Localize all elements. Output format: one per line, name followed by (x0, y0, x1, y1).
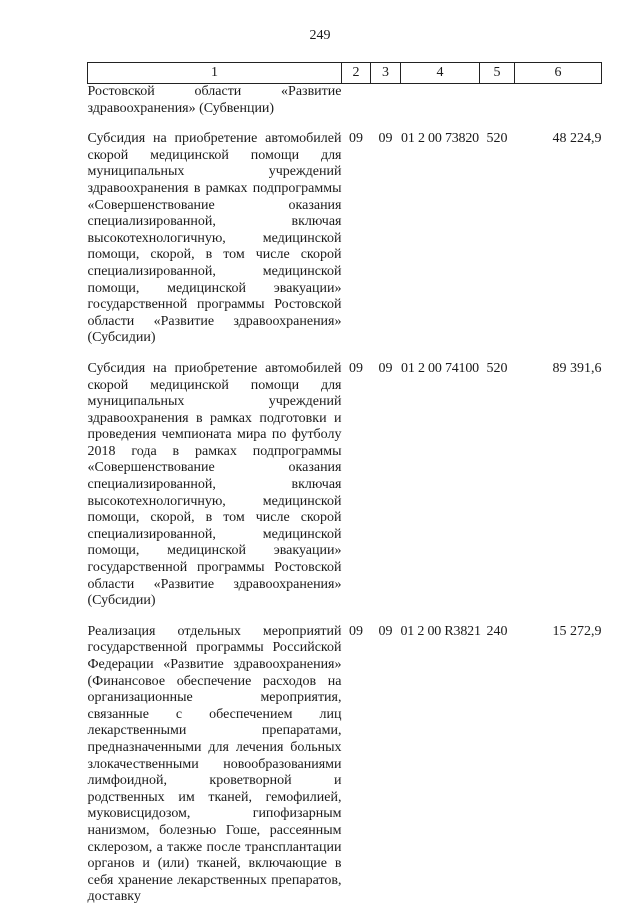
row-sum: 15 272,9 (552, 623, 602, 639)
header-col-2: 2 (342, 63, 371, 84)
row-pr (371, 84, 401, 118)
budget-table (87, 62, 602, 906)
row-csr: 01 2 00 74100 (401, 360, 479, 376)
header-col-6: 6 (515, 63, 602, 84)
row-rz: 09 (349, 623, 363, 639)
row-sum: 89 391,6 (552, 360, 602, 376)
row-csr: 01 2 00 R3821 (400, 623, 481, 639)
table-row (88, 361, 602, 610)
row-description: Субсидия на приобретение автомобилей скорой медицинской помощи для муниципальных учреждений здравоохранения в рамках подпрограммы «Совершенствование оказания специализированной, включая высокотехнологичную, медицинской помощи, скорой, в том числе скорой специализированной, медицинской помощи, медицинской эвакуации» государственной программы Ростовской области «Развитие здравоохранения» (Субсидии) (87, 131, 342, 346)
row-csr: 01 2 00 73820 (401, 131, 479, 147)
header-col-4: 4 (401, 63, 480, 84)
header-col-1: 1 (88, 63, 342, 84)
header-col-3: 3 (371, 63, 401, 84)
header-col-5: 5 (480, 63, 515, 84)
row-rz (342, 84, 371, 118)
row-description: Реализация отдельных мероприятий государственной программы Российской Федерации «Развитие здравоохранения» (Финансовое обеспечение расходов на организационные мероприятия, связанные с обеспечением лиц лекарственными препаратами, предназначенными для лечения больных злокачественными новообразованиями лимфоидной, кроветворной и родственных им тканей, гемофилией, муковисцидозом, гипофизарным нанизмом, болезнью Гоше, рассеянным склерозом, а также после трансплантации органов и (или) тканей, включающие в себя хранение лекарственных препаратов, доставку (87, 623, 342, 905)
table-row (88, 624, 602, 906)
table-row (88, 131, 602, 347)
row-description: Субсидия на приобретение автомобилей скорой медицинской помощи для муниципальных учреждений здравоохранения в рамках подготовки и проведения чемпионата мира по футболу 2018 года в рамках подпрограммы «Совершенствование оказания специализированной, включая высокотехнологичную, медицинской помощи, скорой, в том числе скорой специализированной, медицинской помощи, медицинской эвакуации» государственной программы Ростовской области «Развитие здравоохранения» (Субсидии) (87, 360, 342, 609)
row-csr (401, 84, 480, 118)
row-rz: 09 (349, 360, 363, 376)
table-header (88, 63, 602, 84)
row-pr: 09 (378, 360, 393, 376)
row-sum (515, 84, 602, 118)
row-vr (480, 84, 515, 118)
row-description: Ростовской области «Развитие здравоохранения» (Субвенции) (87, 84, 342, 116)
row-vr: 520 (486, 131, 508, 147)
row-rz: 09 (349, 131, 363, 147)
row-sum: 48 224,9 (552, 131, 602, 147)
table-row (88, 84, 602, 118)
row-pr: 09 (378, 131, 393, 147)
row-pr: 09 (378, 623, 393, 639)
row-vr: 240 (486, 623, 508, 639)
page-number: 249 (309, 28, 331, 43)
row-vr: 520 (486, 360, 508, 376)
